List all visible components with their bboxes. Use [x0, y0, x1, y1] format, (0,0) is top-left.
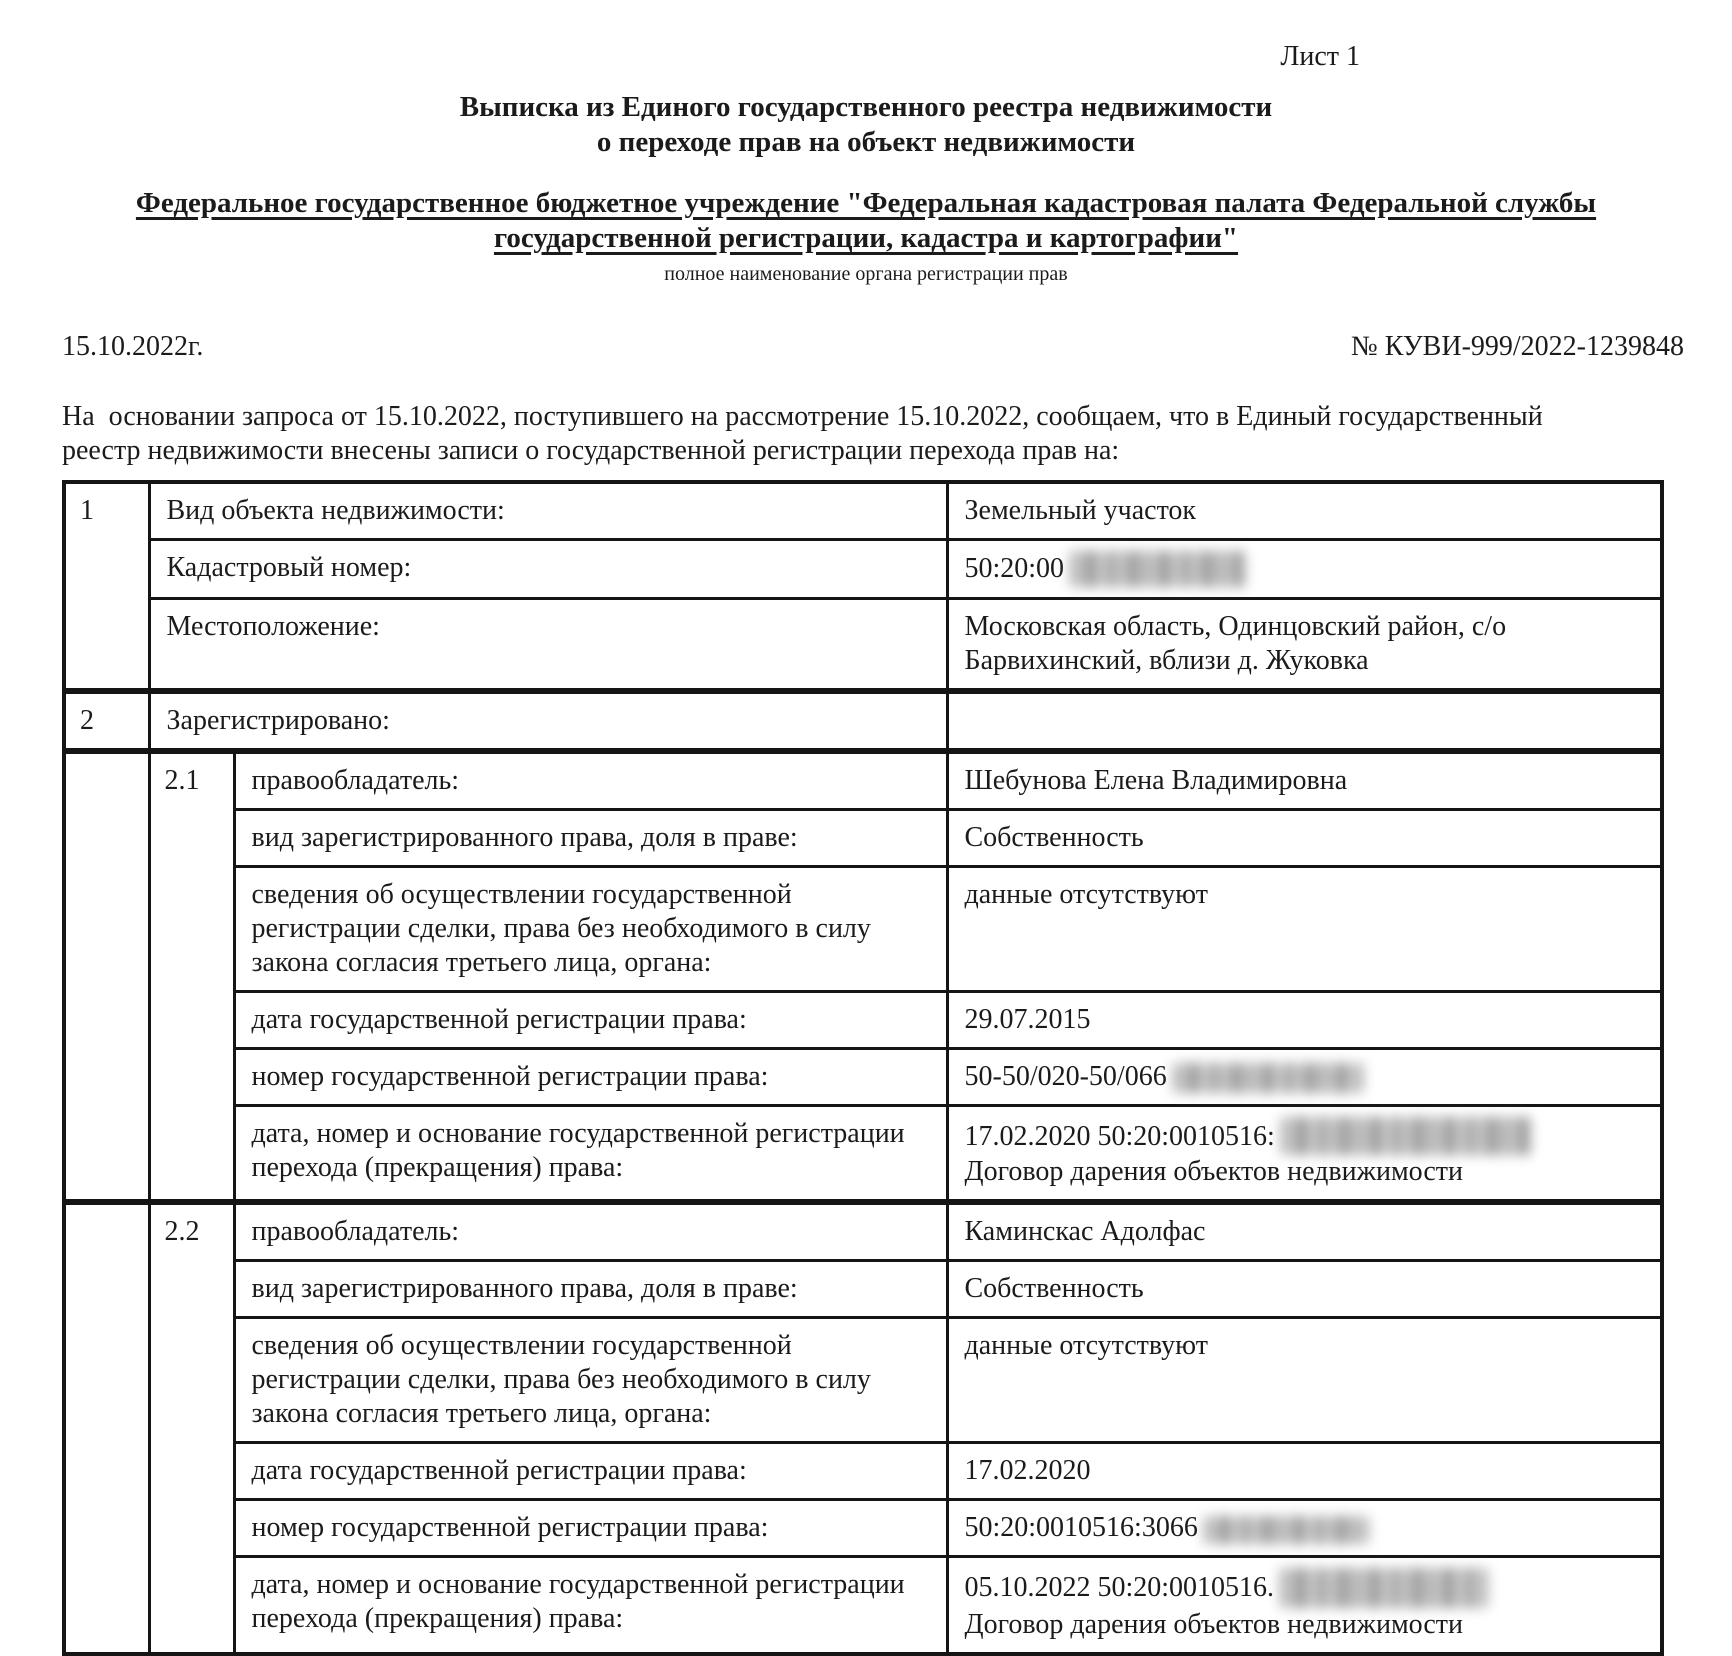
- page-title: [62, 90, 1670, 160]
- row-value: [947, 691, 1662, 751]
- redacted-value: [1070, 551, 1245, 587]
- row-label: Зарегистрировано:: [149, 691, 947, 751]
- row-value: данные отсутствуют: [947, 1318, 1662, 1443]
- row-label: дата, номер и основание государственной регистрации перехода (прекращения) права:: [234, 1106, 947, 1203]
- row-label: номер государственной регистрации права:: [234, 1049, 947, 1106]
- table-row: [64, 992, 1662, 1049]
- row-label: номер государственной регистрации права:: [234, 1500, 947, 1557]
- redacted-value: [1281, 1117, 1531, 1155]
- row-value: Собственность: [947, 1261, 1662, 1318]
- row-value: Каминскас Адолфас: [947, 1202, 1662, 1261]
- doc-number: № КУВИ-999/2022-1239848: [1351, 331, 1684, 362]
- row-value: 05.10.2022 50:20:0010516. Договор дарения объектов недвижимости: [947, 1557, 1662, 1655]
- redacted-value: [1280, 1568, 1488, 1608]
- row-value: данные отсутствуют: [947, 867, 1662, 992]
- row-value: 50-50/020-50/066: [947, 1049, 1662, 1106]
- row-value: Шебунова Елена Владимировна: [947, 751, 1662, 810]
- row-number: 1: [64, 482, 149, 691]
- row-label: дата государственной регистрации права:: [234, 992, 947, 1049]
- table-row: [64, 810, 1662, 867]
- row-value: 50:20:0010516:3066: [947, 1500, 1662, 1557]
- row-label: вид зарегистрированного права, доля в праве:: [234, 810, 947, 867]
- intro-paragraph: На основании запроса от 15.10.2022, поступившего на рассмотрение 15.10.2022, сообщаем, что в Единый государственный реестр недвижимости внесены записи о государственной регистрации перехода прав на:: [62, 401, 1550, 466]
- row-label: Вид объекта недвижимости:: [149, 482, 947, 540]
- row-number-spacer: [64, 1202, 149, 1654]
- row-value: 50:20:00: [947, 540, 1662, 599]
- row-number: 2.1: [149, 751, 234, 1202]
- page-title-line2: о переходе прав на объект недвижимости: [596, 126, 1136, 158]
- table-row: [64, 1049, 1662, 1106]
- row-label: дата государственной регистрации права:: [234, 1443, 947, 1500]
- egrn-table: [62, 480, 1664, 1656]
- row-number: 2.2: [149, 1202, 234, 1654]
- row-value: 29.07.2015: [947, 992, 1662, 1049]
- row-label: Кадастровый номер:: [149, 540, 947, 599]
- row-label: правообладатель:: [234, 1202, 947, 1261]
- table-row: [64, 482, 1662, 540]
- row-label: дата, номер и основание государственной регистрации перехода (прекращения) права:: [234, 1557, 947, 1655]
- row-label: вид зарегистрированного права, доля в праве:: [234, 1261, 947, 1318]
- table-row: [64, 1318, 1662, 1443]
- sheet-label: Лист 1: [1280, 41, 1360, 72]
- table-row: [64, 599, 1662, 692]
- row-label: сведения об осуществлении государственной регистрации сделки, права без необходимого в силу закона согласия третьего лица, органа:: [234, 867, 947, 992]
- table-row: [64, 1202, 1662, 1261]
- row-label: сведения об осуществлении государственной регистрации сделки, права без необходимого в силу закона согласия третьего лица, органа:: [234, 1318, 947, 1443]
- table-row: [64, 867, 1662, 992]
- row-label: правообладатель:: [234, 751, 947, 810]
- org-name-caption: полное наименование органа регистрации прав: [664, 263, 1068, 285]
- row-value: 17.02.2020 50:20:0010516: Договор дарения объектов недвижимости: [947, 1106, 1662, 1203]
- row-value: Земельный участок: [947, 482, 1662, 540]
- table-row: [64, 691, 1662, 751]
- table-row: [64, 1557, 1662, 1655]
- page-title-line1: Выписка из Единого государственного реестра недвижимости: [459, 91, 1273, 123]
- table-row: [64, 540, 1662, 599]
- redacted-value: [1204, 1516, 1369, 1544]
- doc-date: 15.10.2022г.: [62, 331, 204, 362]
- table-row: [64, 1443, 1662, 1500]
- table-row: [64, 751, 1662, 810]
- redacted-value: [1173, 1063, 1363, 1093]
- date-row: [62, 330, 1684, 364]
- table-row: [64, 1261, 1662, 1318]
- row-number: 2: [64, 691, 149, 751]
- table-row: [64, 1106, 1662, 1203]
- table-row: [64, 1500, 1662, 1557]
- row-label: Местоположение:: [149, 599, 947, 692]
- org-name: Федеральное государственное бюджетное учреждение "Федеральная кадастровая палата Федеральной службы государственной регистрации, кадастра и картографии": [135, 187, 1597, 254]
- row-value: 17.02.2020: [947, 1443, 1662, 1500]
- row-value: Московская область, Одинцовский район, с/о Барвихинский, вблизи д. Жуковка: [947, 599, 1662, 692]
- row-value: Собственность: [947, 810, 1662, 867]
- row-number-spacer: [64, 751, 149, 1202]
